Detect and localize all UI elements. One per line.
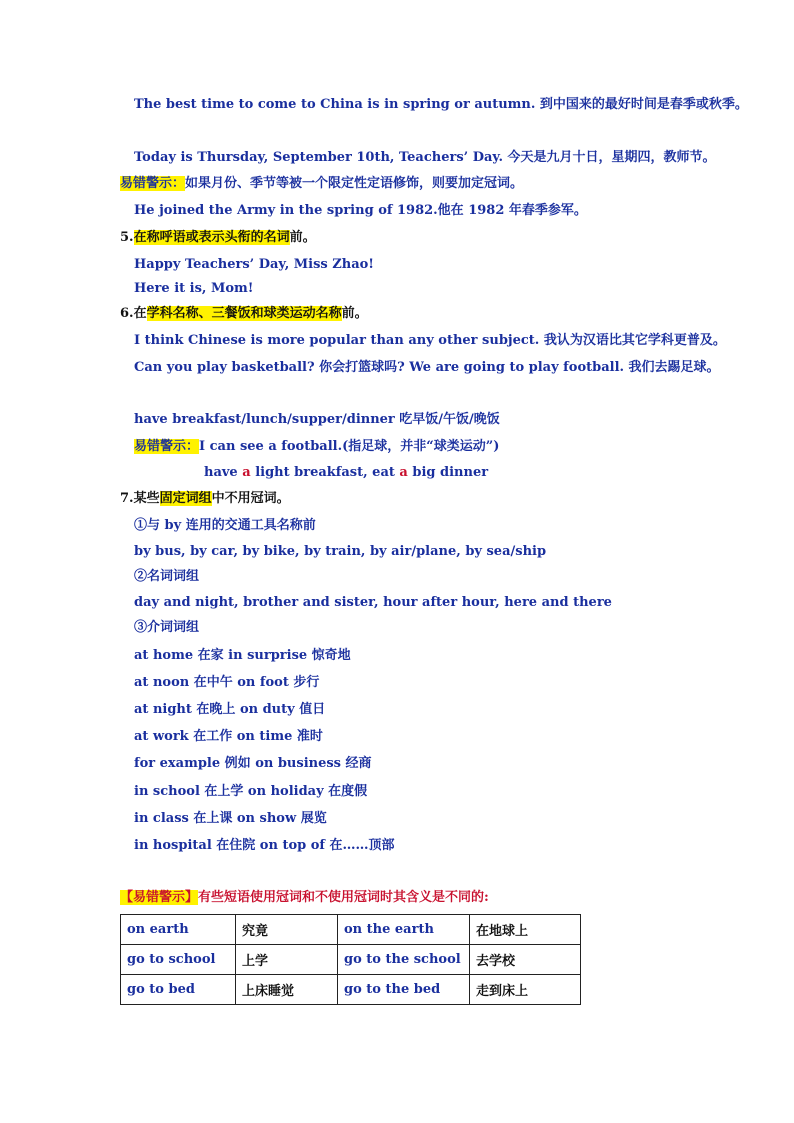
warning-3	[120, 889, 489, 907]
article-a: a	[399, 465, 408, 480]
rule-7-heading	[120, 490, 290, 508]
text-part: big dinner	[407, 465, 489, 480]
table-cell: 上床睡觉	[236, 975, 338, 1005]
table-cell: 走到床上	[470, 975, 581, 1005]
phrase-line: in school 在上学 on holiday 在度假	[134, 784, 368, 799]
phrase-line: in class 在上课 on show 展览	[134, 811, 327, 826]
warning-text: 如果月份、季节等被一个限定性定语修饰，则要加定冠词。	[185, 176, 524, 191]
sentence-basketball-football: Can you play basketball? 你会打篮球吗? We are going to play football. 我们去踢足球。	[134, 360, 720, 375]
article-a: a	[242, 465, 251, 480]
sentence-light-breakfast	[204, 464, 488, 482]
rule-rest: 前。	[341, 306, 368, 321]
sentence-joined-army: He joined the Army in the spring of 1982.他在 1982 年春季参军。	[134, 203, 587, 218]
sentence-here-it-is: Here it is, Mom!	[134, 281, 254, 296]
phrase-line: for example 例如 on business 经商	[134, 756, 372, 771]
text-part: have	[204, 465, 243, 480]
sentence-chinese-popular: I think Chinese is more popular than any other subject. 我认为汉语比其它学科更普及。	[134, 333, 726, 348]
warning-tag: 易错警示：	[120, 176, 186, 191]
rule-highlight: 学科名称、三餐饭和球类运动名称	[146, 306, 342, 321]
rule-number: 6.	[120, 306, 134, 321]
phrase-line: at night 在晚上 on duty 值日	[134, 702, 326, 717]
warning-tag: 易错警示：	[134, 439, 200, 454]
subheading-prep-phrases: ③介词词组	[134, 620, 200, 635]
rule-rest: 中不用冠词。	[211, 491, 290, 506]
subheading-transport: ①与 by 连用的交通工具名称前	[134, 518, 316, 533]
table-cell: on earth	[121, 915, 236, 945]
sentence-transport-list: by bus, by car, by bike, by train, by air/plane, by sea/ship	[134, 544, 547, 559]
warning-text: I can see a football.(指足球，并非“球类运动”)	[199, 439, 500, 454]
sentence-happy-teachers-day: Happy Teachers’ Day, Miss Zhao!	[134, 257, 374, 272]
rule-6-heading	[120, 305, 368, 323]
warning-1	[120, 175, 523, 193]
table-cell: go to bed	[121, 975, 236, 1005]
phrase-line: at noon 在中午 on foot 步行	[134, 675, 320, 690]
rule-number: 7.	[120, 491, 134, 506]
phrase-line: at home 在家 in surprise 惊奇地	[134, 648, 351, 663]
phrase-line: at work 在工作 on time 准时	[134, 729, 323, 744]
table-row	[121, 975, 581, 1005]
table-cell: go to the bed	[338, 975, 470, 1005]
warning-2	[134, 438, 499, 456]
rule-highlight: 固定词组	[159, 491, 212, 506]
rule-prefix: 某些	[133, 491, 160, 506]
table-row	[121, 915, 581, 945]
rule-5-heading	[120, 229, 316, 247]
sentence-best-time: The best time to come to China is in spring or autumn. 到中国来的最好时间是春季或秋季。	[134, 97, 748, 112]
article-comparison-table	[120, 914, 581, 1005]
table-cell: go to the school	[338, 945, 470, 975]
sentence-noun-phrases: day and night, brother and sister, hour after hour, here and there	[134, 595, 612, 610]
table-cell: 上学	[236, 945, 338, 975]
table-row	[121, 945, 581, 975]
text-part: light breakfast, eat	[250, 465, 400, 480]
table-cell: on the earth	[338, 915, 470, 945]
table-cell: 究竟	[236, 915, 338, 945]
rule-number: 5.	[120, 230, 134, 245]
table-cell: 去学校	[470, 945, 581, 975]
warning-text: 有些短语使用冠词和不使用冠词时其含义是不同的:	[198, 890, 489, 905]
subheading-noun-phrases: ②名词词组	[134, 569, 200, 584]
sentence-meals: have breakfast/lunch/supper/dinner 吃早饭/午饭/晚饭	[134, 412, 500, 427]
table-cell: go to school	[121, 945, 236, 975]
warning-tag: 【易错警示】	[120, 890, 199, 905]
rule-highlight: 在称呼语或表示头衔的名词	[133, 230, 290, 245]
rule-rest: 前。	[289, 230, 316, 245]
rule-prefix: 在	[133, 306, 147, 321]
sentence-teachers-day: Today is Thursday, September 10th, Teachers’ Day. 今天是九月十日，星期四，教师节。	[134, 150, 716, 165]
table-cell: 在地球上	[470, 915, 581, 945]
phrase-line: in hospital 在住院 on top of 在……顶部	[134, 838, 395, 853]
